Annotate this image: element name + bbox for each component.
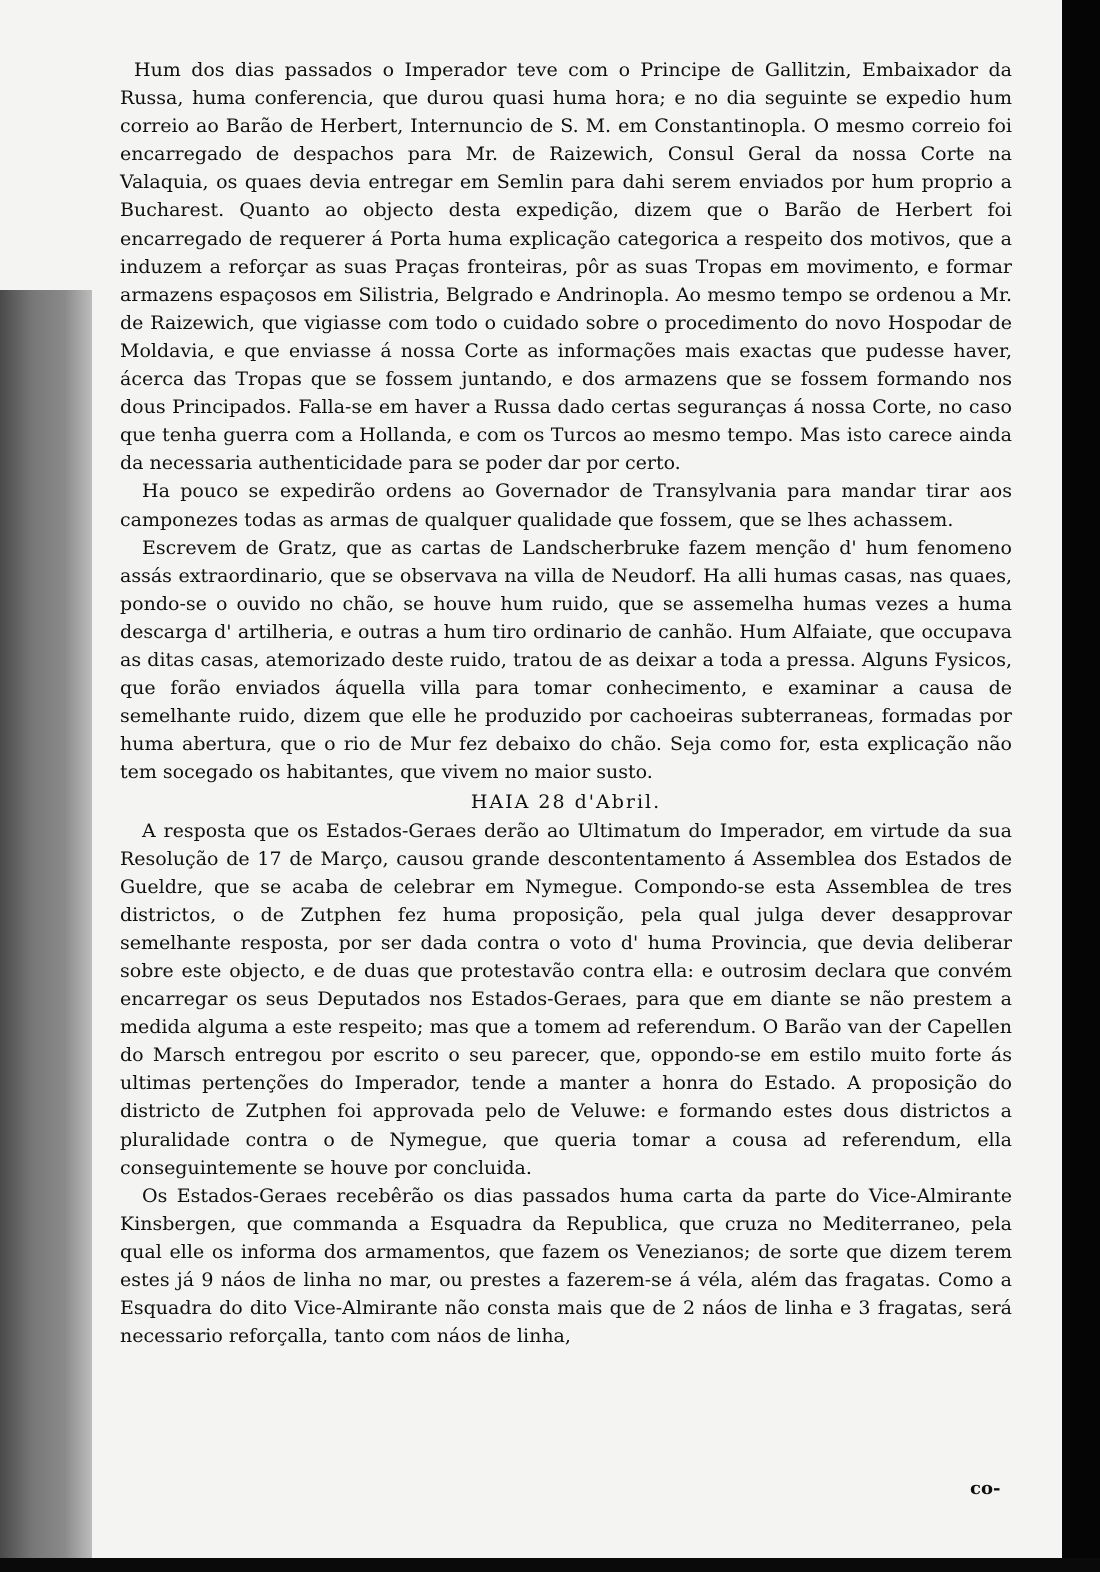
catchword: co- <box>970 1478 1001 1499</box>
scan-border-right <box>1062 0 1100 1572</box>
paragraph-estados-geraes-response: A resposta que os Estados-Geraes derão ao Ultimatum do Imperador, em virtude da sua Resolução de 17 de Março, causou grande descontentamento á Assemblea dos Estados de Gueldre, que se acaba de celebrar em Nymegue. Compondo-se esta Assemblea de tres districtos, o de Zutphen fez huma proposição, pela qual julga dever desapprovar semelhante resposta, por ser dada contra o voto d' huma Provincia, que devia deliberar sobre este objecto, e de duas que protestavão contra ella: e outrosim declara que convém encarregar os seus Deputados nos Estados-Geraes, para que em diante se não prestem a medida alguma a este respeito; mas que a tomem ad referendum. O Barão van der Capellen do Marsch entregou por escrito o seu parecer, que, oppondo-se em estilo muito forte ás ultimas pertenções do Imperador, tende a manter a honra do Estado. A proposição do districto de Zutphen foi approvada pelo de Veluwe: e formando estes dous districtos a pluralidade contra o de Nymegue, que queria tomar a cousa ad referendum, ella conseguintemente se houve por concluida. <box>120 819 1012 1179</box>
dateline-haia: HAIA 28 d'Abril. <box>470 791 662 814</box>
binding-shadow <box>0 290 92 1558</box>
paragraph-gratz-phenomenon: Escrevem de Gratz, que as cartas de Landscherbruke fazem menção d' hum fenomeno assás extraordinario, que se observava na villa de Neudorf. Ha alli humas casas, nas quaes, pondo-se o ouvido no chão, se houve hum ruido, que se assemelha humas vezes a huma descarga d' artilheria, e outras a hum tiro ordinario de canhão. Hum Alfaiate, que occupava as ditas casas, atemorizado deste ruido, tratou de as deixar a toda a pressa. Alguns Fysicos, que forão enviados áquella villa para tomar conhecimento, e examinar a causa de semelhante ruido, dizem que elle he produzido por cachoeiras subterraneas, formadas por huma abertura, que o rio de Mur fez debaixo do chão. Seja como for, esta explicação não tem socegado os habitantes, que vivem no maior susto. <box>120 536 1012 784</box>
paragraph-kinsbergen-letter: Os Estados-Geraes recebêrão os dias passados huma carta da parte do Vice-Almirante Kinsbergen, que commanda a Esquadra da Republica, que cruza no Mediterraneo, pela qual elle os informa dos armamentos, que fazem os Venezianos; de sorte que dizem terem estes já 9 náos de linha no mar, ou prestes a fazerem-se á véla, além das fragatas. Como a Esquadra do dito Vice-Almirante não consta mais que de 2 náos de linha e 3 fragatas, será necessario reforçalla, tanto com náos de linha, <box>120 1184 1012 1348</box>
paragraph-vienna-news: Hum dos dias passados o Imperador teve com o Principe de Gallitzin, Embaixador da Russa, huma conferencia, que durou quasi huma hora; e no dia seguinte se expedio hum correio ao Barão de Herbert, Internuncio de S. M. em Constantinopla. O mesmo correio foi encarregado de despachos para Mr. de Raizewich, Consul Geral da nossa Corte na Valaquia, os quaes devia entregar em Semlin para dahi serem enviados por hum proprio a Bucharest. Quanto ao objecto desta expedição, dizem que o Barão de Herbert foi encarregado de requerer á Porta huma explicação categorica a respeito dos motivos, que a induzem a reforçar as suas Praças fronteiras, pôr as suas Tropas em movimento, e formar armazens espaçosos em Silistria, Belgrado e Andrinopla. Ao mesmo tempo se ordenou a Mr. de Raizewich, que vigiasse com todo o cuidado sobre o procedimento do novo Hospodar de Moldavia, e que enviasse á nossa Corte as informações mais exactas que pudesse haver, ácerca das Tropas que se fossem juntando, e dos armazens que se fossem formando nos dous Principados. Falla-se em haver a Russa dado certas seguranças á nossa Corte, no caso que tenha guerra com a Hollanda, e com os Turcos ao mesmo tempo. Mas isto carece ainda da necessaria authenticidade para se poder dar por certo. <box>120 59 1012 475</box>
paragraph-transylvania-orders: Ha pouco se expedirão ordens ao Governador de Transylvania para mandar tirar aos camponezes todas as armas de qualquer qualidade que fossem, que se lhes achassem. <box>120 480 1012 531</box>
scan-border-bottom <box>0 1558 1100 1572</box>
text-column <box>120 56 1012 1350</box>
